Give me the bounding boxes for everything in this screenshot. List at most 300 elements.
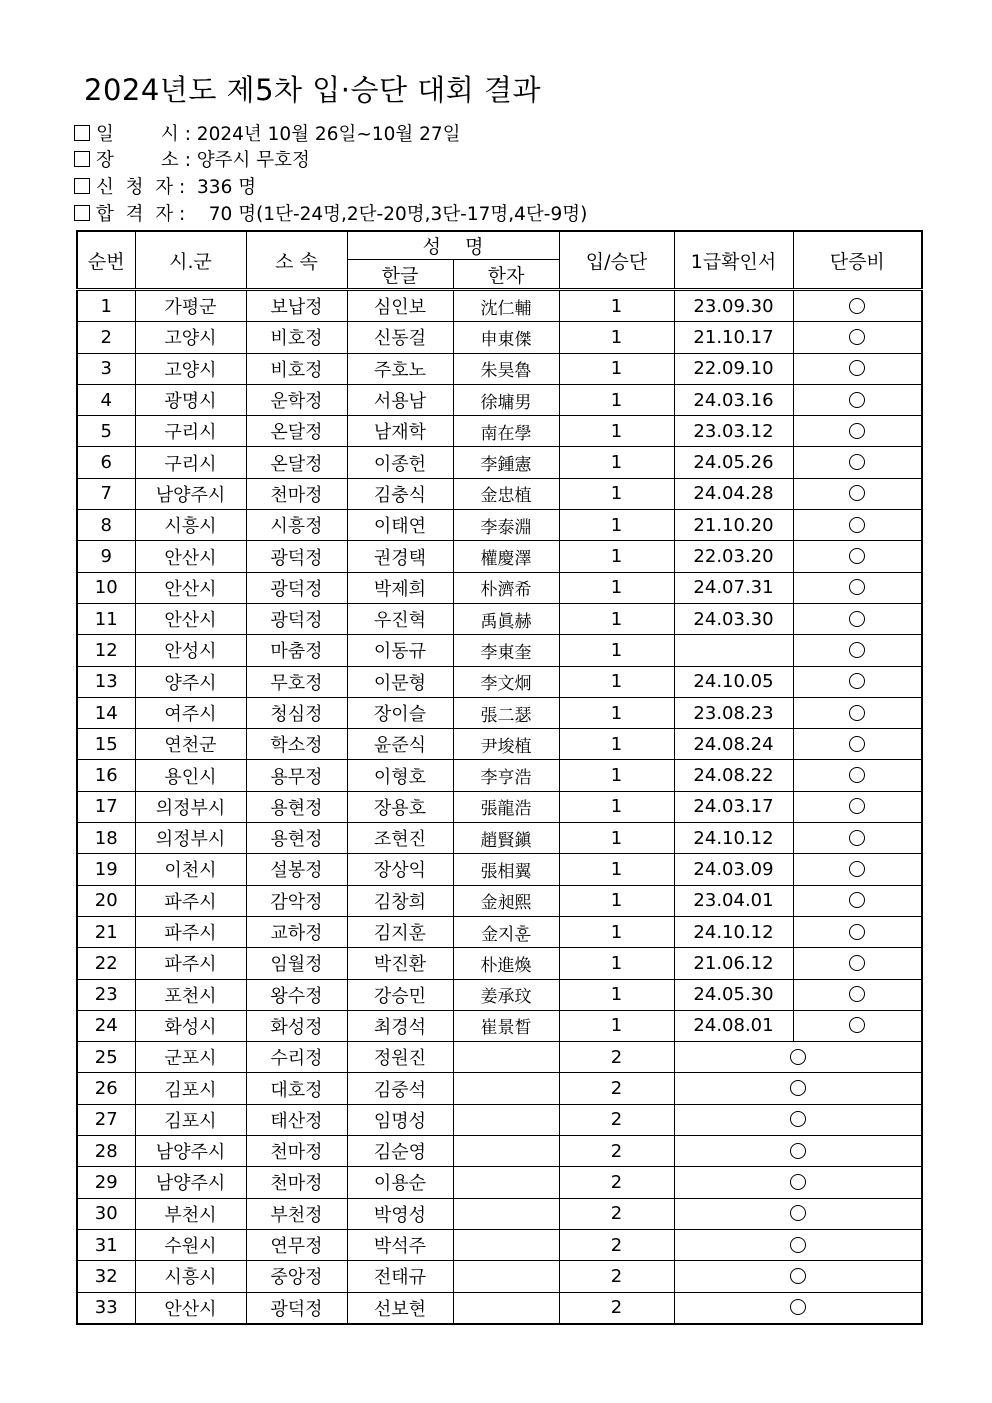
cell-no: 18 [77,823,135,854]
circle-mark-icon [849,579,865,595]
table-row [77,541,922,572]
cell-fee [793,948,922,979]
cell-no: 20 [77,885,135,916]
cell-fee [793,384,922,415]
cell-club: 수리정 [246,1042,347,1073]
table-row [77,1198,922,1229]
cell-city: 여주시 [135,697,246,728]
cell-club: 시흥정 [246,510,347,541]
table-row [77,697,922,728]
cell-hangul: 이문형 [347,666,453,697]
info-date [74,120,461,146]
cell-hangul: 전태규 [347,1261,453,1292]
cell-dan: 2 [559,1292,674,1324]
circle-mark-icon [849,736,865,752]
cell-hangul: 최경석 [347,1010,453,1041]
cell-hangul: 김순영 [347,1136,453,1167]
cell-no: 8 [77,510,135,541]
cell-hangul: 박제희 [347,572,453,603]
cell-dan: 1 [559,666,674,697]
info-passed [74,200,587,226]
table-row [77,510,922,541]
cell-no: 31 [77,1229,135,1260]
circle-mark-icon [849,298,865,314]
cell-cert: 24.04.28 [674,478,793,509]
circle-mark-icon [849,798,865,814]
cell-hangul: 주호노 [347,353,453,384]
cell-club: 광덕정 [246,603,347,634]
cell-city: 구리시 [135,447,246,478]
circle-mark-icon [790,1268,806,1284]
cell-club: 용현정 [246,823,347,854]
circle-mark-icon [849,392,865,408]
circle-mark-icon [849,861,865,877]
table-row [77,353,922,384]
info-label: 신 청 자 [96,177,174,198]
cell-club: 천마정 [246,478,347,509]
header-hangul: 한글 [347,260,453,290]
header-fee: 단증비 [793,231,922,290]
cell-dan: 2 [559,1229,674,1260]
table-row [77,948,922,979]
cell-dan: 1 [559,979,674,1010]
circle-mark-icon [849,360,865,376]
cell-cert: 24.03.16 [674,384,793,415]
cell-fee [793,666,922,697]
circle-mark-icon [790,1174,806,1190]
cell-fee [674,1167,922,1198]
cell-club: 중앙정 [246,1261,347,1292]
cell-cert: 24.03.09 [674,854,793,885]
cell-fee [674,1261,922,1292]
cell-dan: 1 [559,603,674,634]
cell-club: 광덕정 [246,1292,347,1324]
cell-cert: 22.09.10 [674,353,793,384]
cell-no: 23 [77,979,135,1010]
cell-cert: 21.10.20 [674,510,793,541]
cell-hanja: 徐墉男 [453,384,559,415]
cell-cert: 23.09.30 [674,290,793,322]
cell-city: 군포시 [135,1042,246,1073]
cell-dan: 2 [559,1104,674,1135]
checkbox-icon [74,151,90,167]
cell-fee [674,1104,922,1135]
cell-city: 이천시 [135,854,246,885]
cell-hanja: 李文炯 [453,666,559,697]
cell-hanja: 申東傑 [453,322,559,353]
cell-dan: 1 [559,729,674,760]
cell-fee [793,353,922,384]
cell-dan: 1 [559,322,674,353]
cell-hangul: 정원진 [347,1042,453,1073]
table-row [77,760,922,791]
circle-mark-icon [790,1205,806,1221]
cell-cert: 24.03.30 [674,603,793,634]
cell-dan: 2 [559,1136,674,1167]
cell-no: 30 [77,1198,135,1229]
cell-fee [793,510,922,541]
cell-hangul: 강승민 [347,979,453,1010]
cell-hangul: 김창희 [347,885,453,916]
circle-mark-icon [849,454,865,470]
cell-fee [793,541,922,572]
cell-hangul: 남재학 [347,416,453,447]
cell-no: 28 [77,1136,135,1167]
info-label: 합 격 자 [96,204,174,225]
cell-dan: 2 [559,1261,674,1292]
header-city: 시.군 [135,231,246,290]
table-row [77,1136,922,1167]
cell-dan: 1 [559,290,674,322]
cell-club: 설봉정 [246,854,347,885]
document-title: 2024년도 제5차 입·승단 대회 결과 [84,73,541,107]
table-row [77,979,922,1010]
cell-dan: 1 [559,916,674,947]
cell-city: 남양주시 [135,1167,246,1198]
table-row [77,1073,922,1104]
cell-hanja: 姜承玟 [453,979,559,1010]
info-value: : 336 명 [179,177,257,198]
cell-city: 파주시 [135,885,246,916]
header-hanja: 한자 [453,260,559,290]
cell-fee [674,1136,922,1167]
cell-no: 4 [77,384,135,415]
table-row [77,290,922,322]
info-applicants [74,173,256,199]
cell-club: 왕수정 [246,979,347,1010]
circle-mark-icon [790,1049,806,1065]
cell-city: 시흥시 [135,510,246,541]
header-club: 소 속 [246,231,347,290]
table-row [77,729,922,760]
circle-mark-icon [790,1080,806,1096]
table-row [77,1010,922,1041]
cell-no: 12 [77,635,135,666]
cell-hanja: 禹眞赫 [453,603,559,634]
circle-mark-icon [849,892,865,908]
cell-no: 21 [77,916,135,947]
cell-city: 안산시 [135,541,246,572]
cell-club: 보납정 [246,290,347,322]
circle-mark-icon [849,705,865,721]
cell-no: 9 [77,541,135,572]
cell-dan: 1 [559,885,674,916]
cell-city: 화성시 [135,1010,246,1041]
cell-cert: 23.08.23 [674,697,793,728]
circle-mark-icon [849,986,865,1002]
cell-cert: 24.03.17 [674,791,793,822]
table-row [77,885,922,916]
cell-city: 남양주시 [135,1136,246,1167]
cell-club: 교하정 [246,916,347,947]
cell-city: 김포시 [135,1073,246,1104]
cell-hanja: 朱昊魯 [453,353,559,384]
cell-dan: 1 [559,760,674,791]
cell-fee [793,854,922,885]
header-no: 순번 [77,231,135,290]
cell-club: 운학정 [246,384,347,415]
cell-no: 15 [77,729,135,760]
cell-city: 고양시 [135,322,246,353]
cell-hangul: 김지훈 [347,916,453,947]
table-row [77,1167,922,1198]
cell-hanja [453,1136,559,1167]
cell-city: 안산시 [135,603,246,634]
cell-fee [674,1198,922,1229]
cell-city: 포천시 [135,979,246,1010]
cell-cert: 24.10.12 [674,823,793,854]
cell-club: 화성정 [246,1010,347,1041]
cell-fee [793,697,922,728]
cell-hangul: 윤준식 [347,729,453,760]
cell-cert: 24.10.05 [674,666,793,697]
cell-hangul: 김충식 [347,478,453,509]
info-place [74,146,310,172]
cell-no: 14 [77,697,135,728]
cell-hangul: 이동규 [347,635,453,666]
cell-no: 19 [77,854,135,885]
cell-hanja: 南在學 [453,416,559,447]
cell-fee [674,1229,922,1260]
circle-mark-icon [849,830,865,846]
cell-city: 부천시 [135,1198,246,1229]
cell-no: 11 [77,603,135,634]
info-label: 일 시 [96,124,179,145]
circle-mark-icon [849,423,865,439]
table-row [77,384,922,415]
cell-club: 비호정 [246,322,347,353]
cell-cert: 24.08.01 [674,1010,793,1041]
cell-fee [793,478,922,509]
table-row [77,635,922,666]
cell-club: 온달정 [246,416,347,447]
cell-hangul: 우진혁 [347,603,453,634]
cell-dan: 1 [559,478,674,509]
cell-hanja: 李鍾憲 [453,447,559,478]
cell-city: 양주시 [135,666,246,697]
table-row [77,1042,922,1073]
cell-hanja [453,1104,559,1135]
cell-no: 25 [77,1042,135,1073]
cell-hanja: 朴濟希 [453,572,559,603]
cell-hanja [453,1042,559,1073]
cell-club: 마춤정 [246,635,347,666]
cell-hanja: 李亨浩 [453,760,559,791]
cell-no: 29 [77,1167,135,1198]
cell-hanja: 張二瑟 [453,697,559,728]
cell-city: 안성시 [135,635,246,666]
cell-city: 안산시 [135,1292,246,1324]
cell-cert: 21.06.12 [674,948,793,979]
cell-city: 안산시 [135,572,246,603]
cell-hanja [453,1073,559,1104]
cell-hangul: 장용호 [347,791,453,822]
table-header [77,231,922,290]
cell-fee [793,447,922,478]
cell-dan: 1 [559,635,674,666]
checkbox-icon [74,125,90,141]
cell-city: 시흥시 [135,1261,246,1292]
table-row [77,447,922,478]
circle-mark-icon [849,924,865,940]
circle-mark-icon [790,1237,806,1253]
cell-city: 광명시 [135,384,246,415]
cell-fee [674,1292,922,1324]
cell-club: 용현정 [246,791,347,822]
cell-fee [793,916,922,947]
table-row [77,791,922,822]
cell-hanja: 趙賢鎭 [453,823,559,854]
cell-no: 10 [77,572,135,603]
cell-dan: 1 [559,791,674,822]
checkbox-icon [74,205,90,221]
cell-no: 17 [77,791,135,822]
cell-hangul: 장이슬 [347,697,453,728]
circle-mark-icon [849,329,865,345]
circle-mark-icon [790,1111,806,1127]
cell-hangul: 선보현 [347,1292,453,1324]
table-row [77,916,922,947]
table-row [77,1292,922,1324]
cell-dan: 1 [559,697,674,728]
cell-club: 천마정 [246,1136,347,1167]
cell-hangul: 장상익 [347,854,453,885]
cell-cert: 24.10.12 [674,916,793,947]
cell-city: 의정부시 [135,823,246,854]
cell-hanja: 崔景晳 [453,1010,559,1041]
info-value: : 양주시 무호정 [184,150,310,171]
header-cert: 1급확인서 [674,231,793,290]
cell-no: 24 [77,1010,135,1041]
header-name: 성 명 [347,231,559,260]
checkbox-icon [74,178,90,194]
cell-hanja [453,1167,559,1198]
cell-city: 김포시 [135,1104,246,1135]
cell-dan: 1 [559,510,674,541]
cell-club: 천마정 [246,1167,347,1198]
cell-hanja [453,1198,559,1229]
cell-hanja: 李東奎 [453,635,559,666]
table-row [77,603,922,634]
cell-city: 의정부시 [135,791,246,822]
cell-club: 청심정 [246,697,347,728]
cell-dan: 1 [559,1010,674,1041]
cell-club: 학소정 [246,729,347,760]
cell-fee [793,885,922,916]
cell-dan: 1 [559,416,674,447]
cell-cert [674,635,793,666]
cell-hanja [453,1229,559,1260]
circle-mark-icon [849,611,865,627]
cell-no: 5 [77,416,135,447]
cell-cert: 23.04.01 [674,885,793,916]
cell-club: 광덕정 [246,541,347,572]
cell-city: 연천군 [135,729,246,760]
circle-mark-icon [849,1017,865,1033]
cell-cert: 24.05.26 [674,447,793,478]
cell-fee [793,791,922,822]
cell-dan: 2 [559,1073,674,1104]
cell-club: 용무정 [246,760,347,791]
cell-hangul: 이태연 [347,510,453,541]
table-row [77,572,922,603]
cell-hangul: 이용순 [347,1167,453,1198]
cell-no: 26 [77,1073,135,1104]
cell-hangul: 박영성 [347,1198,453,1229]
cell-club: 광덕정 [246,572,347,603]
circle-mark-icon [849,642,865,658]
cell-dan: 1 [559,948,674,979]
table-row [77,1229,922,1260]
header-dan: 입/승단 [559,231,674,290]
table-body [77,290,922,1324]
cell-dan: 1 [559,823,674,854]
circle-mark-icon [849,955,865,971]
cell-hangul: 이종헌 [347,447,453,478]
cell-club: 감악정 [246,885,347,916]
info-label: 장 소 [96,150,179,171]
circle-mark-icon [849,673,865,689]
cell-no: 7 [77,478,135,509]
cell-hangul: 신동걸 [347,322,453,353]
cell-hangul: 임명성 [347,1104,453,1135]
cell-club: 무호정 [246,666,347,697]
cell-hanja: 金昶熙 [453,885,559,916]
cell-city: 파주시 [135,948,246,979]
table-row [77,416,922,447]
cell-hanja: 張龍浩 [453,791,559,822]
cell-dan: 1 [559,353,674,384]
cell-fee [793,1010,922,1041]
cell-fee [793,572,922,603]
cell-fee [793,322,922,353]
cell-city: 가평군 [135,290,246,322]
cell-hanja: 朴進煥 [453,948,559,979]
cell-dan: 1 [559,572,674,603]
cell-fee [793,760,922,791]
cell-club: 온달정 [246,447,347,478]
circle-mark-icon [790,1143,806,1159]
cell-hanja: 沈仁輔 [453,290,559,322]
cell-club: 부천정 [246,1198,347,1229]
cell-dan: 1 [559,854,674,885]
cell-no: 27 [77,1104,135,1135]
cell-dan: 1 [559,447,674,478]
cell-no: 13 [77,666,135,697]
table-row [77,854,922,885]
cell-no: 6 [77,447,135,478]
cell-hanja: 張相翼 [453,854,559,885]
cell-city: 용인시 [135,760,246,791]
table-row [77,666,922,697]
cell-dan: 2 [559,1167,674,1198]
cell-club: 대호정 [246,1073,347,1104]
circle-mark-icon [849,517,865,533]
cell-hanja: 金지훈 [453,916,559,947]
cell-hangul: 권경택 [347,541,453,572]
cell-hanja [453,1292,559,1324]
cell-no: 33 [77,1292,135,1324]
cell-no: 3 [77,353,135,384]
cell-club: 비호정 [246,353,347,384]
cell-cert: 21.10.17 [674,322,793,353]
info-value: : 70 명(1단-24명,2단-20명,3단-17명,4단-9명) [179,204,588,225]
results-table [76,230,923,1325]
circle-mark-icon [849,485,865,501]
cell-city: 남양주시 [135,478,246,509]
cell-hanja: 權慶澤 [453,541,559,572]
cell-no: 2 [77,322,135,353]
